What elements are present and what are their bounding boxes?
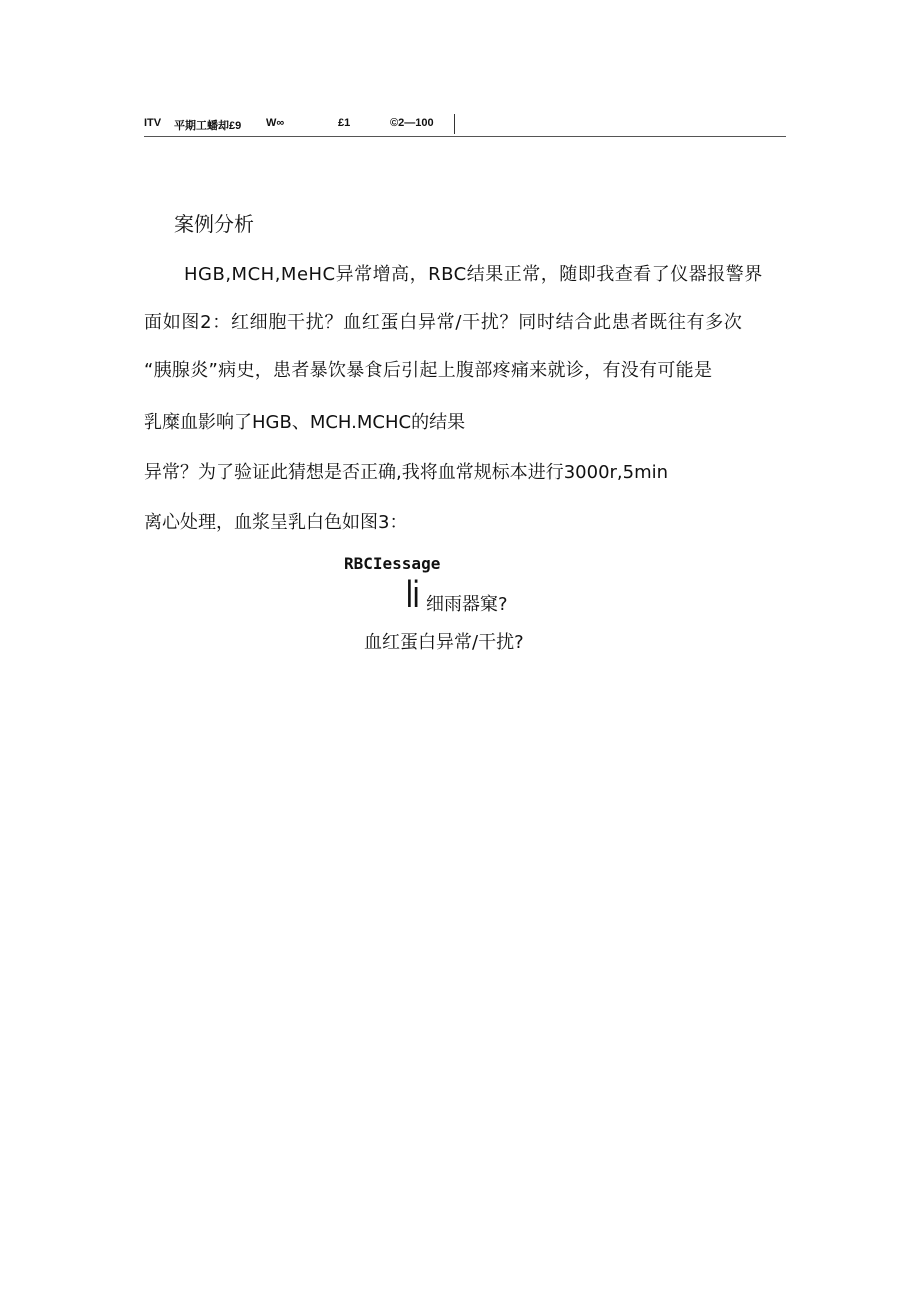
header-cell-2: 平期工蟠却£9: [174, 120, 242, 132]
section-title: 案例分析: [174, 212, 254, 236]
page-header: [144, 112, 784, 138]
header-cell-5: ©2—100: [390, 117, 434, 129]
header-cell-3: W∞: [266, 117, 285, 129]
header-cell-1: ITV: [144, 117, 162, 129]
header-divider: [454, 114, 455, 134]
header-rule: [144, 136, 786, 137]
figure-message-2: 血红蛋白异常/干扰?: [364, 632, 524, 653]
rbc-message-figure: [300, 552, 620, 662]
paragraph-line-3: “胰腺炎”病史，患者暴饮暴食后引起上腹部疼痛来就诊，有没有可能是: [144, 360, 713, 381]
header-cell-4: £1: [338, 117, 351, 129]
paragraph-line-6: 离心处理，血浆呈乳白色如图3：: [144, 512, 408, 533]
paragraph-line-4: 乳糜血影响了HGB、MCH.MCHC的结果: [144, 412, 466, 433]
paragraph-line-2: 面如图2：红细胞干扰？血红蛋白异常/干扰？同时结合此患者既往有多次: [144, 312, 743, 333]
paragraph-line-1: HGB,MCH,MeHC异常增高，RBC结果正常，随即我查看了仪器报警界: [184, 264, 763, 285]
figure-glyph: li: [406, 574, 420, 616]
paragraph-line-5: 异常？为了验证此猜想是否正确,我将血常规标本进行3000r,5min: [144, 462, 669, 483]
figure-message-1: 细雨器窠?: [426, 594, 508, 615]
figure-title: RBCIessage: [344, 554, 441, 573]
